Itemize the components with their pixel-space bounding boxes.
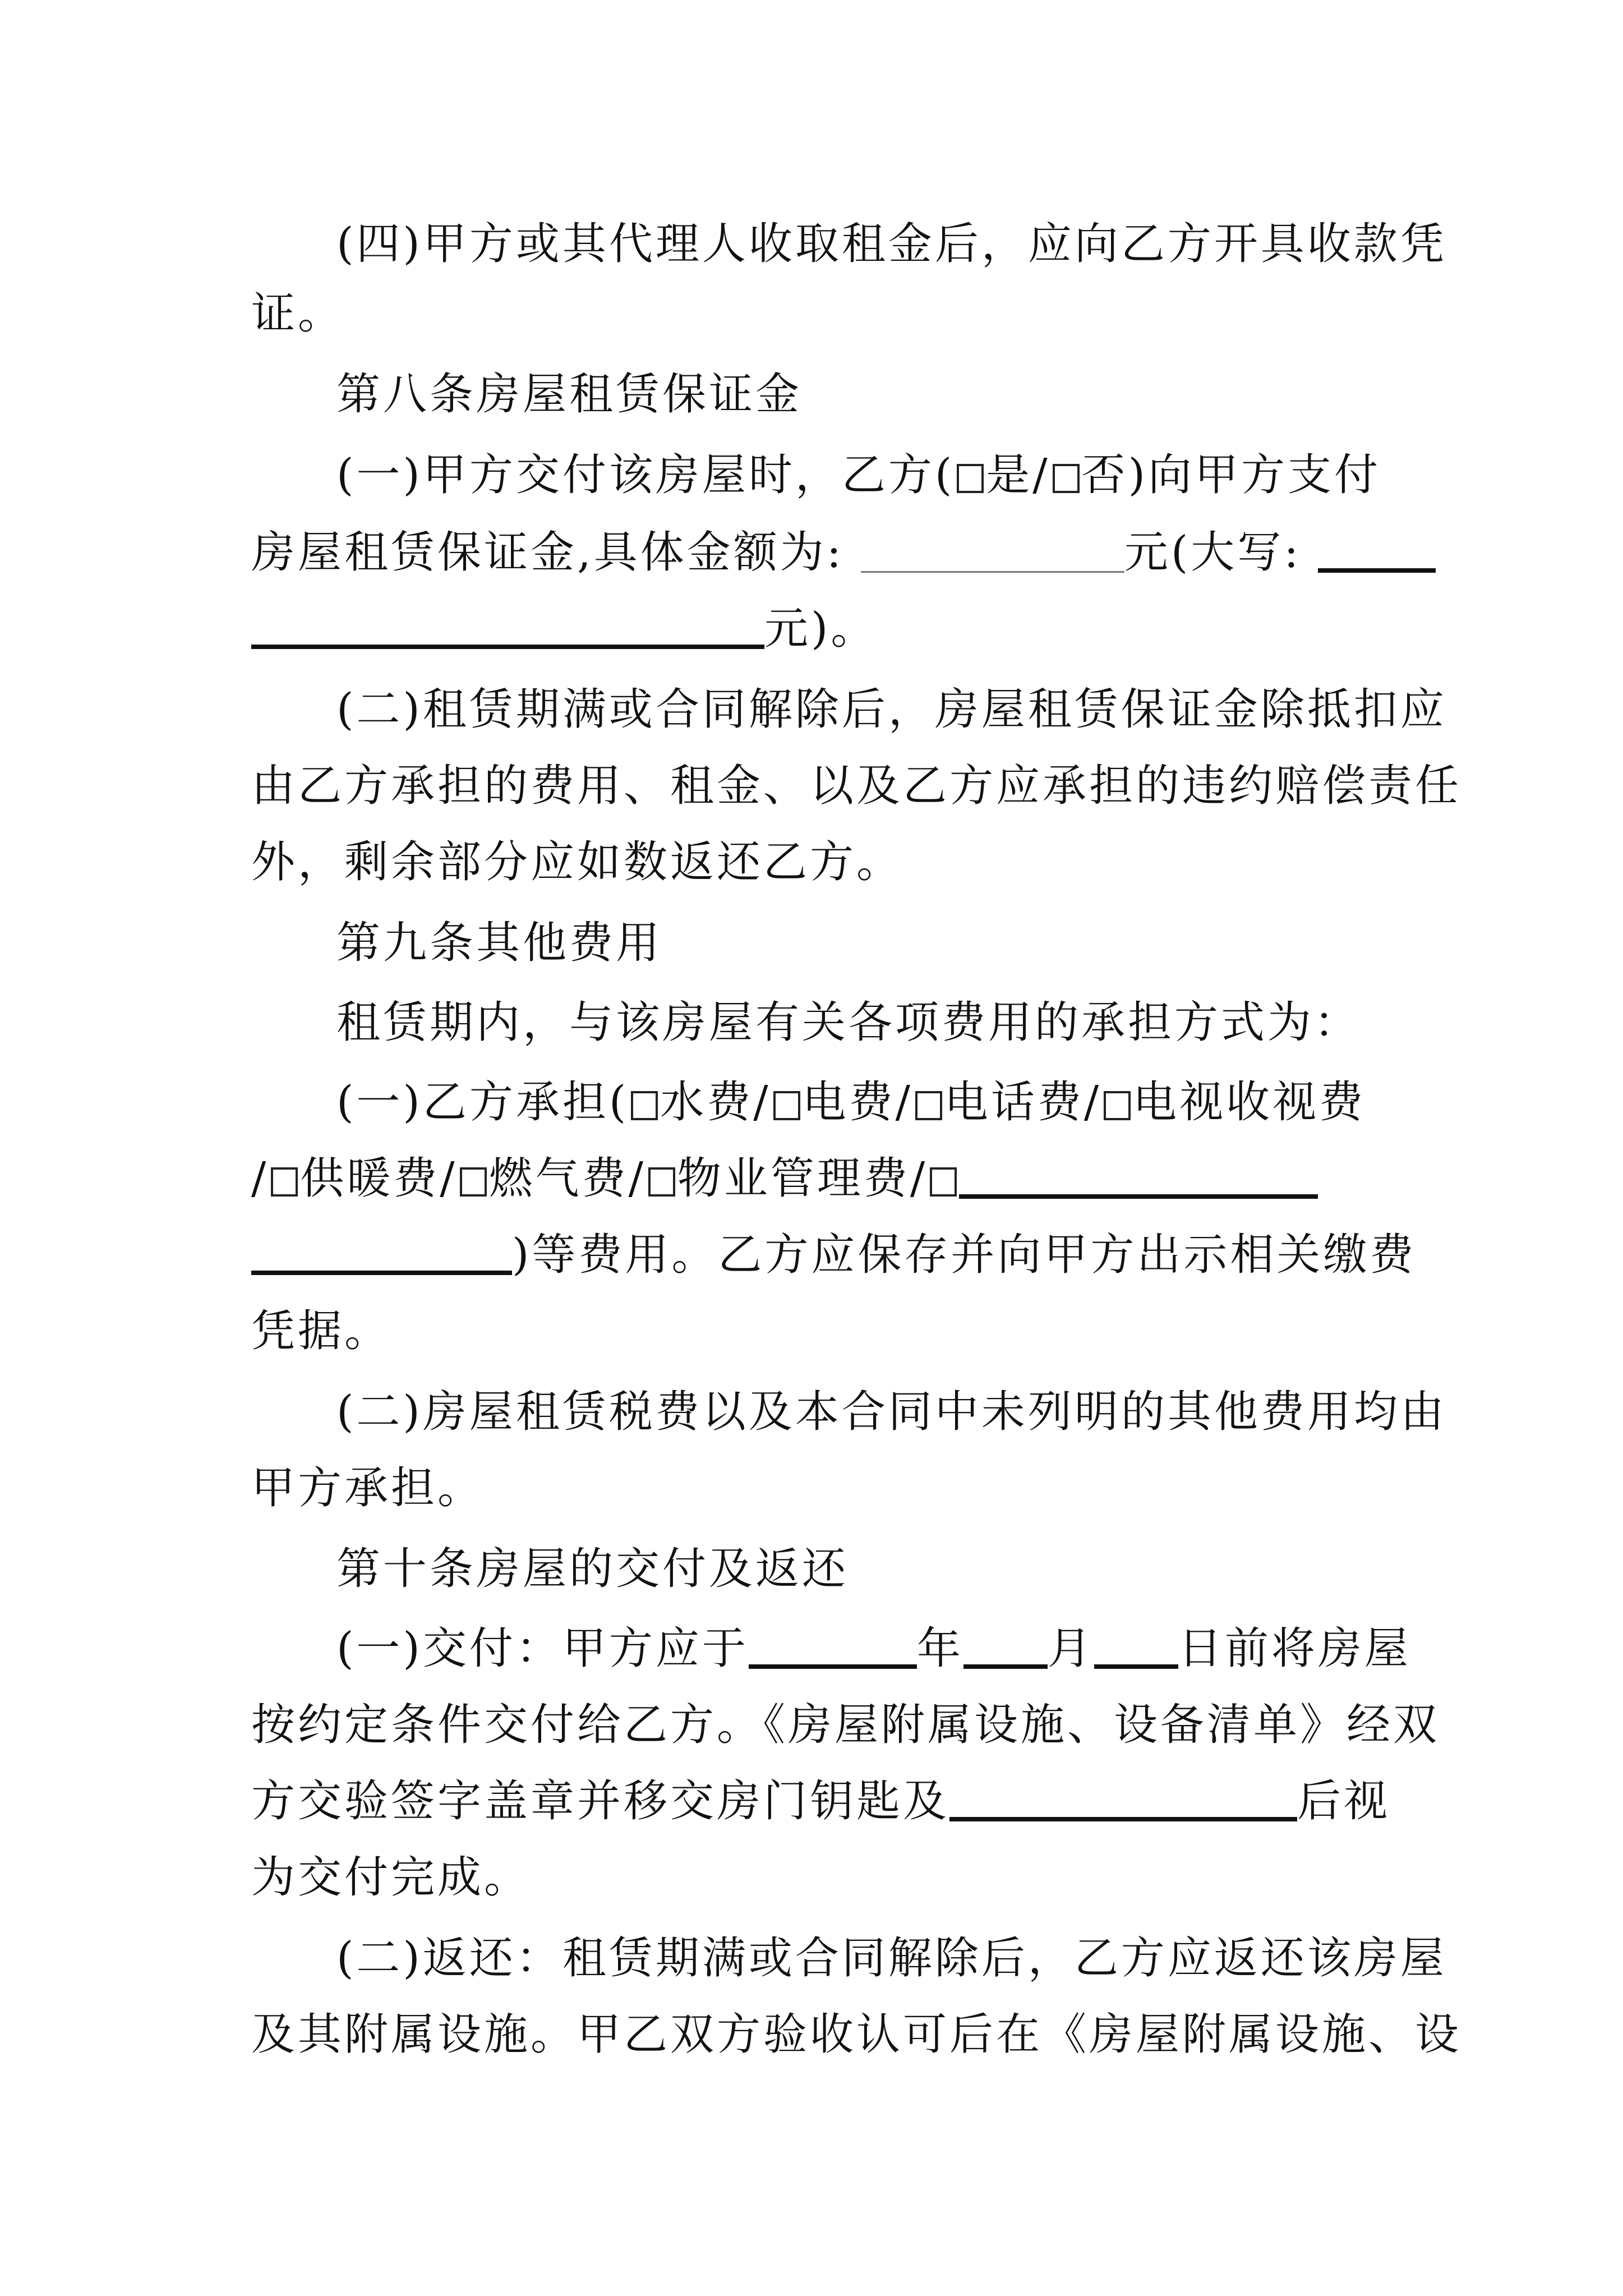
clause-text: 为交付完成。 [251, 1852, 531, 1903]
text-line [251, 1224, 1417, 1286]
option-label: 电话费/ [944, 1077, 1102, 1128]
clause-text: 由乙方承担的费用、租金、以及乙方应承担的违约赔偿责任 [251, 761, 1462, 811]
clause-text: (一)乙方承担( [336, 1077, 629, 1128]
clause-text: 元)。 [764, 604, 878, 654]
option-label: 燃气费/ [488, 1153, 646, 1204]
checkbox-electricity[interactable] [773, 1091, 800, 1120]
handover-items-blank[interactable] [949, 1783, 1297, 1821]
checkbox-other[interactable] [930, 1167, 957, 1197]
option-label: 电费/ [802, 1077, 913, 1128]
text-line [251, 1770, 1391, 1832]
checkbox-property-mgmt[interactable] [648, 1167, 675, 1197]
deposit-amount-words-blank-cont[interactable] [251, 611, 764, 649]
text-line [251, 1847, 1378, 1908]
other-fees-blank-cont[interactable] [251, 1237, 512, 1275]
text-line [336, 679, 1447, 740]
clause-text: 房屋租赁保证金,具体金额为: [251, 527, 861, 578]
clause-text: (一)甲方交付该房屋时，乙方( [336, 450, 955, 500]
text-line [251, 1148, 1378, 1209]
article-heading [336, 364, 1380, 425]
option-label: 是/ [986, 450, 1050, 500]
text-line [251, 831, 1378, 893]
option-label: 水费/ [660, 1077, 771, 1128]
delivery-day-blank[interactable] [1094, 1631, 1178, 1669]
text-line [251, 522, 1378, 583]
article-9-title: 第九条其他费用 [336, 918, 663, 968]
article-heading [336, 912, 1380, 974]
clause-text: 及其附属设施。甲乙双方验收认可后在《房屋附属设施、设 [251, 2009, 1462, 2060]
checkbox-no[interactable] [1053, 464, 1080, 493]
deposit-amount-blank[interactable] [861, 537, 1124, 573]
clause-text: 后视 [1297, 1776, 1391, 1826]
text-line [251, 755, 1462, 817]
clause-text: 元(大写: [1124, 527, 1318, 578]
clause-text: 月 [1047, 1623, 1094, 1674]
clause-text: (二)租赁期满或合同解除后，房屋租赁保证金除抵扣应 [336, 684, 1447, 735]
clause-text: 年 [916, 1623, 963, 1674]
option-label: 物业管理费/ [677, 1153, 928, 1204]
clause-text: 日前将房屋 [1178, 1623, 1411, 1674]
delivery-year-blank[interactable] [749, 1631, 917, 1669]
text-line [336, 1927, 1447, 1989]
checkbox-tv[interactable] [1104, 1091, 1131, 1120]
clause-text: (四)甲方或其代理人收取租金后，应向乙方开具收款凭 [336, 219, 1447, 269]
clause-text: 方交验签字盖章并移交房门钥匙及 [251, 1776, 950, 1826]
text-line [336, 992, 1380, 1053]
clause-text: / [251, 1153, 269, 1204]
clause-text: 租赁期内，与该房屋有关各项费用的承担方式为： [336, 997, 1361, 1048]
article-heading [336, 1538, 1380, 1600]
other-fees-blank[interactable] [959, 1161, 1318, 1199]
text-line [336, 213, 1447, 275]
checkbox-gas[interactable] [460, 1167, 487, 1197]
article-8-title: 第八条房屋租赁保证金 [336, 369, 803, 420]
clause-text: (二)房屋租赁税费以及本合同中未列明的其他费用均由 [336, 1387, 1447, 1437]
clause-text: (二)返还：租赁期满或合同解除后，乙方应返还该房屋 [336, 1933, 1447, 1984]
text-line [336, 1381, 1447, 1443]
option-label: 供暖费/ [300, 1153, 458, 1204]
text-line [336, 1071, 1380, 1133]
clause-text: 外，剩余部分应如数返还乙方。 [251, 837, 903, 887]
clause-text: 按约定条件交付给乙方。《房屋附属设施、设备清单》经双 [251, 1700, 1440, 1750]
deposit-amount-words-blank[interactable] [1318, 535, 1436, 573]
checkbox-heating[interactable] [271, 1167, 298, 1197]
text-line [251, 1694, 1440, 1756]
text-line [251, 1457, 1378, 1519]
clause-text: 证。 [251, 288, 345, 339]
clause-text: )等费用。乙方应保存并向甲方出示相关缴费 [512, 1230, 1417, 1280]
article-10-title: 第十条房屋的交付及返还 [336, 1544, 849, 1594]
text-line [336, 444, 1380, 506]
clause-text: 否)向甲方支付 [1081, 450, 1381, 500]
text-line [251, 2004, 1462, 2065]
clause-text: (一)交付：甲方应于 [336, 1623, 749, 1674]
text-line [251, 283, 1378, 344]
text-line [251, 598, 1378, 660]
checkbox-yes[interactable] [957, 464, 984, 493]
text-line [336, 1618, 1411, 1680]
delivery-month-blank[interactable] [963, 1631, 1048, 1669]
checkbox-phone[interactable] [915, 1091, 942, 1120]
clause-text: 甲方承担。 [251, 1463, 485, 1513]
clause-text: 凭据。 [251, 1306, 391, 1356]
checkbox-water[interactable] [631, 1091, 658, 1120]
text-line [251, 1300, 1378, 1362]
option-label: 电视收视费 [1133, 1077, 1366, 1128]
